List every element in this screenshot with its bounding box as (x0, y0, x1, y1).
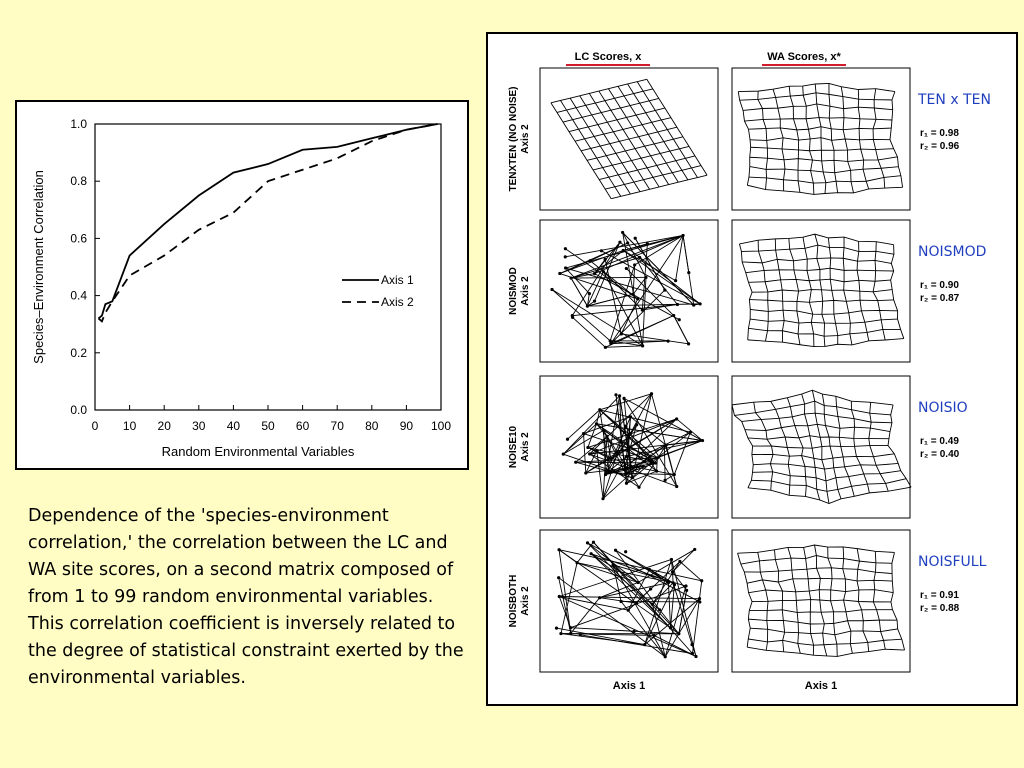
figure-caption: Dependence of the 'species-environment correlation,' the correlation between the LC and WA site scores, on a second matrix composed of from 1 to 99 random environmental variables. This correlation coefficient is inversely related to the degree of statistical constraint exerted by the environmental variables. (28, 506, 464, 688)
site-point (564, 266, 567, 269)
ordination-row-3 (508, 376, 968, 518)
site-point (569, 626, 572, 629)
site-point (626, 241, 629, 244)
site-point (590, 552, 593, 555)
site-point (674, 279, 677, 282)
site-point (698, 600, 701, 603)
site-point (666, 339, 669, 342)
x-tick-label: 100 (430, 419, 452, 433)
x-tick-label: 40 (226, 419, 241, 433)
site-point (564, 247, 567, 250)
y-tick-label: 1.0 (70, 117, 87, 131)
site-point (669, 626, 672, 629)
site-point (593, 272, 596, 275)
row-side-label: NOISMOD (508, 267, 519, 315)
site-point (641, 344, 644, 347)
site-point (673, 473, 676, 476)
site-point (701, 439, 704, 442)
site-point (672, 314, 675, 317)
site-point (622, 249, 625, 252)
site-point (557, 548, 560, 551)
site-point (602, 270, 605, 273)
row-r2-value: r₂ = 0.40 (920, 449, 960, 460)
ordination-row-2 (508, 220, 986, 362)
site-point (586, 541, 589, 544)
bottom-axis-label-2: Axis 1 (804, 680, 838, 692)
network-edge (673, 572, 674, 583)
site-point (632, 293, 635, 296)
site-point (625, 482, 628, 485)
site-point (604, 258, 607, 261)
site-point (681, 234, 684, 237)
site-point (689, 431, 692, 434)
site-point (664, 655, 667, 658)
x-tick-label: 90 (399, 419, 414, 433)
site-point (690, 643, 693, 646)
site-point (621, 231, 624, 234)
site-point (593, 299, 596, 302)
site-point (614, 393, 617, 396)
site-point (579, 633, 582, 636)
site-point (601, 497, 604, 500)
site-point (656, 456, 659, 459)
site-point (598, 408, 601, 411)
site-point (584, 471, 587, 474)
site-point (675, 485, 678, 488)
site-point (643, 643, 646, 646)
row-side-label: NOISBOTH (508, 574, 519, 628)
site-point (624, 550, 627, 553)
site-point (586, 304, 589, 307)
x-tick-label: 50 (261, 419, 275, 433)
row-name-label: NOISMOD (918, 244, 987, 260)
site-point (665, 444, 668, 447)
site-point (624, 425, 627, 428)
site-point (687, 342, 690, 345)
site-point (676, 303, 679, 306)
y-tick-label: 0.2 (70, 345, 87, 360)
x-tick-label: 60 (295, 419, 310, 433)
ordination-row-4 (508, 530, 987, 672)
site-point (649, 587, 652, 590)
ordination-figure (488, 34, 1016, 704)
site-point (618, 241, 621, 244)
series-line-1 (98, 124, 437, 318)
site-point (600, 249, 603, 252)
site-point (614, 549, 617, 552)
site-point (559, 632, 562, 635)
site-point (622, 468, 625, 471)
ordination-figure-panel (486, 32, 1018, 706)
site-point (564, 255, 567, 258)
plot-frame (95, 124, 441, 410)
site-point (694, 655, 697, 658)
site-point (635, 423, 638, 426)
site-point (592, 541, 595, 544)
site-point (631, 476, 634, 479)
x-axis-label: Random Environmental Variables (161, 444, 355, 459)
site-point (558, 272, 561, 275)
site-point (678, 318, 681, 321)
site-point (609, 458, 612, 461)
site-point (654, 461, 657, 464)
x-tick-label: 80 (365, 419, 379, 433)
row-side-axis-label: Axis 2 (520, 586, 531, 616)
site-point (562, 453, 565, 456)
site-point (609, 339, 612, 342)
site-point (692, 303, 695, 306)
site-point (632, 630, 635, 633)
site-point (589, 259, 592, 262)
row-side-axis-label: Axis 2 (520, 276, 531, 306)
column-header-1: LC Scores, x (574, 51, 642, 63)
site-point (624, 472, 627, 475)
y-tick-label: 0.6 (70, 231, 87, 246)
site-point (629, 465, 632, 468)
site-point (569, 632, 572, 635)
site-point (604, 346, 607, 349)
site-point (641, 308, 644, 311)
site-point (633, 263, 636, 266)
site-point (620, 332, 623, 335)
row-name-label: NOISIO (918, 400, 968, 416)
site-point (650, 392, 653, 395)
site-point (675, 417, 678, 420)
site-point (625, 267, 628, 270)
site-point (646, 242, 649, 245)
site-point (673, 583, 676, 586)
site-point (625, 455, 628, 458)
y-axis-label: Species–Environment Correlation (31, 170, 46, 364)
legend-label-2: Axis 2 (381, 295, 414, 309)
series-line-2 (98, 124, 437, 321)
site-point (557, 576, 560, 579)
site-point (619, 600, 622, 603)
site-point (571, 314, 574, 317)
site-point (569, 276, 572, 279)
row-r1-value: r₁ = 0.90 (920, 280, 959, 291)
site-point (611, 563, 614, 566)
site-point (586, 446, 589, 449)
x-tick-label: 20 (157, 419, 171, 433)
site-point (555, 627, 558, 630)
site-point (582, 432, 585, 435)
site-point (693, 548, 696, 551)
row-r1-value: r₁ = 0.49 (920, 436, 959, 447)
site-point (644, 276, 647, 279)
site-point (605, 435, 608, 438)
y-tick-label: 0.8 (70, 174, 87, 189)
site-point (636, 581, 639, 584)
site-point (627, 609, 630, 612)
site-point (618, 394, 621, 397)
site-point (652, 634, 655, 637)
row-side-axis-label: Axis 2 (520, 124, 531, 154)
site-point (684, 584, 687, 587)
site-point (558, 595, 561, 598)
row-name-label: NOISFULL (918, 554, 987, 570)
site-point (595, 449, 598, 452)
site-point (566, 438, 569, 441)
site-point (677, 632, 680, 635)
site-point (698, 302, 701, 305)
site-point (685, 589, 688, 592)
row-name-label: TEN x TEN (918, 92, 991, 108)
site-point (638, 256, 641, 259)
site-point (620, 448, 623, 451)
site-point (667, 581, 670, 584)
wa-scores-box (732, 530, 910, 672)
site-point (595, 422, 598, 425)
x-tick-label: 30 (192, 419, 206, 433)
site-point (637, 486, 640, 489)
site-point (691, 652, 694, 655)
site-point (602, 429, 605, 432)
site-point (642, 464, 645, 467)
site-point (678, 560, 681, 563)
site-point (670, 558, 673, 561)
row-side-label: NOISE10 (508, 425, 519, 469)
row-side-label: TENXTEN (NO NOISE) (508, 86, 519, 192)
column-header-2: WA Scores, x* (767, 51, 841, 63)
row-side-axis-label: Axis 2 (520, 432, 531, 462)
site-point (651, 603, 654, 606)
row-r1-value: r₁ = 0.98 (920, 128, 959, 139)
bottom-axis-label-1: Axis 1 (612, 680, 646, 692)
x-tick-label: 10 (122, 419, 137, 433)
site-point (687, 271, 690, 274)
site-point (609, 342, 612, 345)
site-point (622, 397, 625, 400)
correlation-chart-panel (15, 100, 469, 470)
site-point (575, 561, 578, 564)
site-point (550, 288, 553, 291)
correlation-line-chart (17, 102, 467, 468)
site-point (698, 597, 701, 600)
site-point (588, 452, 591, 455)
x-tick-label: 0 (91, 419, 99, 433)
site-point (648, 568, 651, 571)
site-point (598, 596, 601, 599)
site-point (574, 461, 577, 464)
row-r2-value: r₂ = 0.96 (920, 141, 960, 152)
row-r1-value: r₁ = 0.91 (920, 590, 959, 601)
site-point (700, 579, 703, 582)
site-point (636, 297, 639, 300)
site-point (634, 237, 637, 240)
site-point (604, 473, 607, 476)
site-point (663, 479, 666, 482)
site-point (658, 608, 661, 611)
ordination-row-1 (508, 68, 991, 210)
row-r2-value: r₂ = 0.88 (920, 603, 960, 614)
site-point (649, 455, 652, 458)
site-point (655, 470, 658, 473)
row-r2-value: r₂ = 0.87 (920, 293, 960, 304)
site-point (635, 602, 638, 605)
legend-label-1: Axis 1 (381, 273, 414, 287)
y-tick-label: 0.4 (70, 288, 87, 303)
site-point (663, 288, 666, 291)
site-point (588, 292, 591, 295)
site-point (629, 415, 632, 418)
site-point (671, 570, 674, 573)
x-tick-label: 70 (330, 419, 344, 433)
site-point (608, 470, 611, 473)
y-tick-label: 0.0 (70, 403, 87, 417)
